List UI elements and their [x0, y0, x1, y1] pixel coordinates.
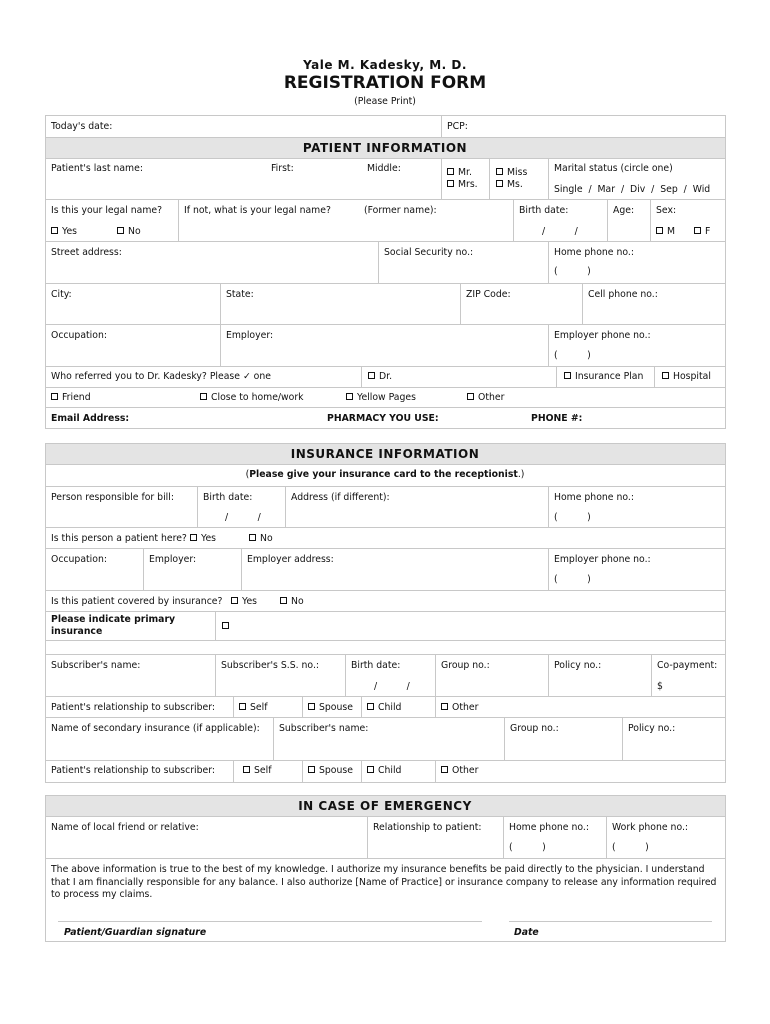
todays-date-field[interactable]: Today's date: — [51, 121, 113, 132]
checkbox-icon — [367, 703, 374, 710]
age-field[interactable]: Age: — [613, 205, 635, 216]
group-number-field[interactable]: Group no.: — [441, 660, 490, 671]
primary-insurance-label-line1: Please indicate primary — [51, 614, 176, 625]
checkbox-icon — [447, 168, 454, 175]
checkbox-icon — [564, 372, 571, 379]
person-responsible-field[interactable]: Person responsible for bill: — [51, 492, 174, 503]
secondary-relationship-other-checkbox[interactable]: Other — [441, 765, 478, 776]
form-subtitle: (Please Print) — [354, 96, 416, 107]
legal-name-no-checkbox[interactable]: No — [117, 226, 141, 237]
checkbox-icon — [467, 393, 474, 400]
referral-question: Who referred you to Dr. Kadesky? Please ✓ one — [51, 371, 271, 382]
checkbox-icon — [249, 534, 256, 541]
doctor-name: Yale M. Kadesky, M. D. — [303, 58, 467, 72]
sex-label: Sex: — [656, 205, 677, 216]
subscriber-birth-date-slashes: / / — [374, 681, 410, 692]
secondary-group-number-field[interactable]: Group no.: — [510, 723, 559, 734]
responsible-employer-phone-field[interactable]: Employer phone no.: — [554, 554, 651, 565]
responsible-employer-field[interactable]: Employer: — [149, 554, 197, 565]
marital-status-label: Marital status (circle one) — [554, 163, 673, 174]
subscriber-name-field[interactable]: Subscriber's name: — [51, 660, 141, 671]
patient-last-name-field[interactable]: Patient's last name: — [51, 163, 143, 174]
city-field[interactable]: City: — [51, 289, 72, 300]
employer-address-field[interactable]: Employer address: — [247, 554, 334, 565]
checkbox-icon — [694, 227, 701, 234]
signature-field[interactable]: Patient/Guardian signature — [64, 927, 207, 938]
responsible-birth-date-slashes: / / — [225, 512, 261, 523]
checkbox-icon — [367, 766, 374, 773]
referral-friend-checkbox[interactable]: Friend — [51, 392, 91, 403]
responsible-home-phone-field[interactable]: Home phone no.: — [554, 492, 634, 503]
covered-no-checkbox[interactable]: No — [280, 596, 304, 607]
subscriber-birth-date-field[interactable]: Birth date: — [351, 660, 401, 671]
checkbox-icon — [308, 766, 315, 773]
referral-dr-checkbox[interactable]: Dr. — [368, 371, 392, 382]
responsible-birth-date-field[interactable]: Birth date: — [203, 492, 253, 503]
emergency-home-phone-parens: ( ) — [509, 842, 546, 853]
authorization-statement: The above information is true to the best of my knowledge. I authorize my insurance benefits be paid directly to the physician. I understand that I am financially responsible for any balance. I also authorize [Name of Practice] or insurance company to release any information required to process my claims. — [51, 864, 717, 900]
signature-date-field[interactable]: Date — [514, 927, 539, 938]
covered-by-insurance-question: Is this patient covered by insurance? — [51, 596, 223, 607]
legal-name-question: Is this your legal name? — [51, 205, 163, 216]
emergency-work-phone-parens: ( ) — [612, 842, 649, 853]
checkbox-icon — [447, 180, 454, 187]
referral-hospital-checkbox[interactable]: Hospital — [662, 371, 711, 382]
employer-phone-parens: ( ) — [554, 350, 591, 361]
checkbox-icon — [346, 393, 353, 400]
title-ms-checkbox[interactable]: Ms. — [496, 179, 523, 190]
legal-name-field[interactable]: If not, what is your legal name? — [184, 205, 331, 216]
birth-date-slashes: / / — [542, 226, 578, 237]
secondary-relationship-label: Patient's relationship to subscriber: — [51, 765, 216, 776]
birth-date-field[interactable]: Birth date: — [519, 205, 569, 216]
home-phone-parens: ( ) — [554, 266, 591, 277]
responsible-address-field[interactable]: Address (if different): — [291, 492, 390, 503]
secondary-relationship-child-checkbox[interactable]: Child — [367, 765, 401, 776]
checkbox-icon — [496, 180, 503, 187]
home-phone-field[interactable]: Home phone no.: — [554, 247, 634, 258]
checkbox-icon — [368, 372, 375, 379]
emergency-work-phone-field[interactable]: Work phone no.: — [612, 822, 689, 833]
checkbox-icon — [117, 227, 124, 234]
relationship-spouse-checkbox[interactable]: Spouse — [308, 702, 353, 713]
secondary-relationship-self-checkbox[interactable]: Self — [243, 765, 271, 776]
referral-other-checkbox[interactable]: Other — [467, 392, 504, 403]
subscriber-ss-field[interactable]: Subscriber's S.S. no.: — [221, 660, 320, 671]
copayment-dollar-sign: $ — [657, 681, 663, 692]
checkbox-icon — [200, 393, 207, 400]
copayment-field[interactable]: Co-payment: — [657, 660, 718, 671]
ssn-field[interactable]: Social Security no.: — [384, 247, 474, 258]
title-mrs-checkbox[interactable]: Mrs. — [447, 179, 478, 190]
primary-insurance-label-line2: insurance — [51, 626, 103, 637]
secondary-insurance-field[interactable]: Name of secondary insurance (if applicable): — [51, 723, 260, 734]
secondary-relationship-spouse-checkbox[interactable]: Spouse — [308, 765, 353, 776]
email-field[interactable]: Email Address: — [51, 413, 130, 424]
employer-field[interactable]: Employer: — [226, 330, 274, 341]
checkbox-icon — [308, 703, 315, 710]
patient-information-heading: PATIENT INFORMATION — [302, 141, 468, 155]
relationship-other-checkbox[interactable]: Other — [441, 702, 478, 713]
checkbox-icon — [496, 168, 503, 175]
checkbox-icon — [190, 534, 197, 541]
pharmacy-field[interactable]: PHARMACY YOU USE: — [327, 413, 439, 424]
emergency-home-phone-field[interactable]: Home phone no.: — [509, 822, 589, 833]
responsible-occupation-field[interactable]: Occupation: — [51, 554, 107, 565]
relationship-to-subscriber-label: Patient's relationship to subscriber: — [51, 702, 216, 713]
checkbox-icon — [243, 766, 250, 773]
pcp-field[interactable]: PCP: — [447, 121, 468, 132]
checkbox-icon — [441, 766, 448, 773]
form-title: REGISTRATION FORM — [283, 73, 487, 93]
zip-field[interactable]: ZIP Code: — [466, 289, 511, 300]
referral-insurance-plan-checkbox[interactable]: Insurance Plan — [564, 371, 643, 382]
insurance-card-note: (Please give your insurance card to the receptionist.) — [245, 469, 525, 480]
referral-close-home-checkbox[interactable]: Close to home/work — [200, 392, 304, 403]
checkbox-icon — [662, 372, 669, 379]
secondary-policy-number-field[interactable]: Policy no.: — [628, 723, 676, 734]
emergency-relationship-field[interactable]: Relationship to patient: — [373, 822, 482, 833]
checkbox-icon — [280, 597, 287, 604]
policy-number-field[interactable]: Policy no.: — [554, 660, 602, 671]
employer-phone-field[interactable]: Employer phone no.: — [554, 330, 651, 341]
emergency-heading: IN CASE OF EMERGENCY — [298, 799, 472, 813]
occupation-field[interactable]: Occupation: — [51, 330, 107, 341]
former-name-field[interactable]: (Former name): — [364, 205, 437, 216]
patient-middle-name-field[interactable]: Middle: — [367, 163, 401, 174]
street-address-field[interactable]: Street address: — [51, 247, 122, 258]
secondary-subscriber-name-field[interactable]: Subscriber's name: — [279, 723, 369, 734]
checkbox-icon — [51, 227, 58, 234]
local-contact-field[interactable]: Name of local friend or relative: — [51, 822, 199, 833]
cell-phone-field[interactable]: Cell phone no.: — [588, 289, 658, 300]
title-mr-checkbox[interactable]: Mr. — [447, 167, 472, 178]
patient-here-no-checkbox[interactable]: No — [249, 533, 273, 544]
sex-f-checkbox[interactable]: F — [694, 226, 710, 237]
primary-insurance-checkbox[interactable] — [222, 621, 233, 632]
referral-yellow-pages-checkbox[interactable]: Yellow Pages — [346, 392, 416, 403]
checkbox-icon — [231, 597, 238, 604]
responsible-employer-phone-parens: ( ) — [554, 574, 591, 585]
sex-m-checkbox[interactable]: M — [656, 226, 675, 237]
patient-here-question: Is this person a patient here? — [51, 533, 187, 544]
title-miss-checkbox[interactable]: Miss — [496, 167, 527, 178]
patient-first-name-field[interactable]: First: — [271, 163, 294, 174]
checkbox-icon — [441, 703, 448, 710]
checkbox-icon — [656, 227, 663, 234]
checkbox-icon — [239, 703, 246, 710]
patient-here-yes-checkbox[interactable]: Yes — [190, 533, 216, 544]
relationship-child-checkbox[interactable]: Child — [367, 702, 401, 713]
relationship-self-checkbox[interactable]: Self — [239, 702, 267, 713]
legal-name-yes-checkbox[interactable]: Yes — [51, 226, 77, 237]
checkbox-icon — [222, 622, 229, 629]
checkbox-icon — [51, 393, 58, 400]
marital-status-options[interactable]: Single / Mar / Div / Sep / Wid — [554, 184, 711, 195]
state-field[interactable]: State: — [226, 289, 254, 300]
insurance-information-heading: INSURANCE INFORMATION — [290, 447, 480, 461]
covered-yes-checkbox[interactable]: Yes — [231, 596, 257, 607]
responsible-home-phone-parens: ( ) — [554, 512, 591, 523]
pharmacy-phone-field[interactable]: PHONE #: — [531, 413, 583, 424]
